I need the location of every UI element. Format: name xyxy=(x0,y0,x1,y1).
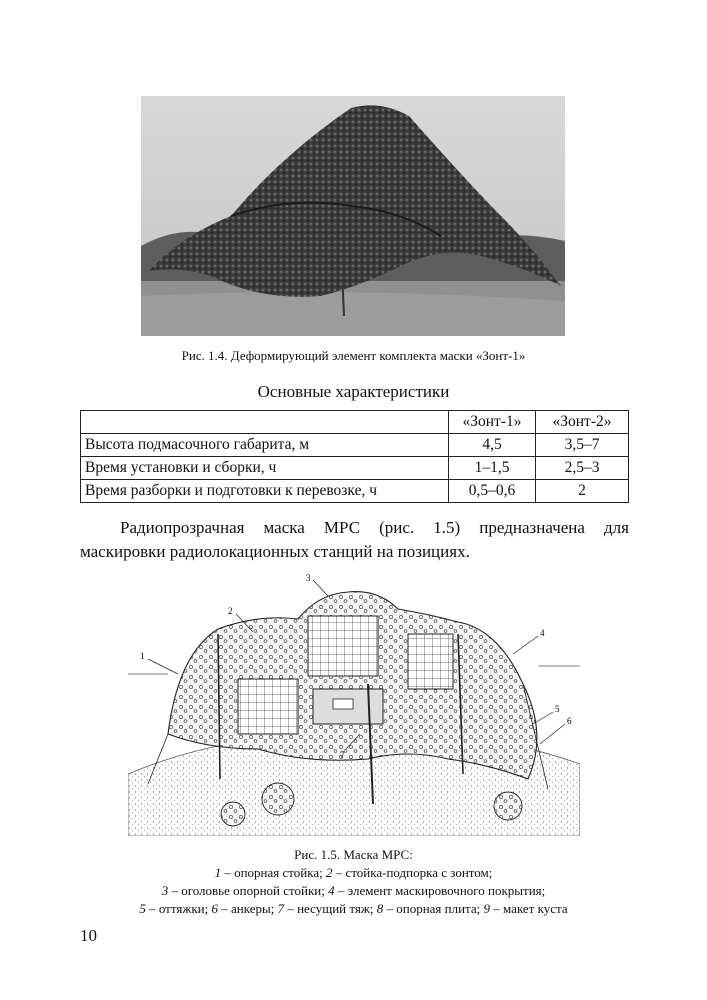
photo-camouflage-net xyxy=(141,96,565,336)
legend-line-1 xyxy=(60,864,647,882)
legend-text: – опорная плита; xyxy=(383,901,484,916)
callout-3: 3 xyxy=(306,574,311,583)
legend-number: 4 xyxy=(328,883,335,898)
table-row xyxy=(81,480,629,503)
legend-number: 9 xyxy=(483,901,491,916)
callout-5: 5 xyxy=(555,704,560,714)
table-header-row xyxy=(81,411,629,434)
page-number: 10 xyxy=(80,926,97,945)
row-label: Время разборки и подготовки к перевозке, ч xyxy=(81,480,449,503)
legend-text: – анкеры; xyxy=(217,901,278,916)
legend-number: 5 xyxy=(139,901,146,916)
legend-number: 1 xyxy=(214,865,222,880)
legend-text: – оттяжки; xyxy=(145,901,212,916)
body-paragraph: Радиопрозрачная маска МРС (рис. 1.5) предназначена для маскировки радиолокационных станций на позициях. xyxy=(80,518,629,561)
legend-text: – стойка-подпорка с зонтом; xyxy=(332,865,493,880)
legend-line-3 xyxy=(60,900,647,918)
legend-line-2 xyxy=(60,882,647,900)
table-row xyxy=(81,434,629,457)
legend-text: – элемент маскировочного покрытия; xyxy=(334,883,546,898)
legend-number: 2 xyxy=(326,865,333,880)
row-value-zont-1: 4,5 xyxy=(449,434,536,457)
caption-title: Рис. 1.5. Маска МРС: xyxy=(294,847,413,862)
callout-1: 1 xyxy=(140,651,145,661)
legend-text: – опорная стойка; xyxy=(221,865,326,880)
row-label: Время установки и сборки, ч xyxy=(81,457,449,480)
legend-number: 3 xyxy=(161,883,169,898)
row-label: Высота подмасочного габарита, м xyxy=(81,434,449,457)
table-header-zont-2: «Зонт-2» xyxy=(536,411,629,434)
table-title: Основные характеристики xyxy=(257,382,450,401)
legend-number: 7 xyxy=(277,901,285,916)
callout-4: 4 xyxy=(540,628,545,638)
legend-number: 8 xyxy=(376,901,384,916)
row-value-zont-2: 2 xyxy=(536,480,629,503)
callout-7: 7 xyxy=(340,750,345,760)
table-row xyxy=(81,457,629,480)
legend-number: 6 xyxy=(211,901,218,916)
legend-text: – несущий тяж; xyxy=(284,901,377,916)
figure-1-5-caption xyxy=(60,846,647,918)
row-value-zont-2: 3,5–7 xyxy=(536,434,629,457)
row-value-zont-1: 0,5–0,6 xyxy=(449,480,536,503)
legend-text: – макет куста xyxy=(490,901,568,916)
drawing-mrs-mask xyxy=(128,574,580,836)
row-value-zont-2: 2,5–3 xyxy=(536,457,629,480)
row-value-zont-1: 1–1,5 xyxy=(449,457,536,480)
table-header-blank xyxy=(81,411,449,434)
callout-2: 2 xyxy=(228,606,233,616)
callout-6: 6 xyxy=(567,716,572,726)
characteristics-table xyxy=(80,410,629,503)
table-header-zont-1: «Зонт-1» xyxy=(449,411,536,434)
legend-text: – оголовье опорной стойки; xyxy=(168,883,329,898)
figure-1-4-caption: Рис. 1.4. Деформирующий элемент комплекта маски «Зонт-1» xyxy=(181,348,526,363)
